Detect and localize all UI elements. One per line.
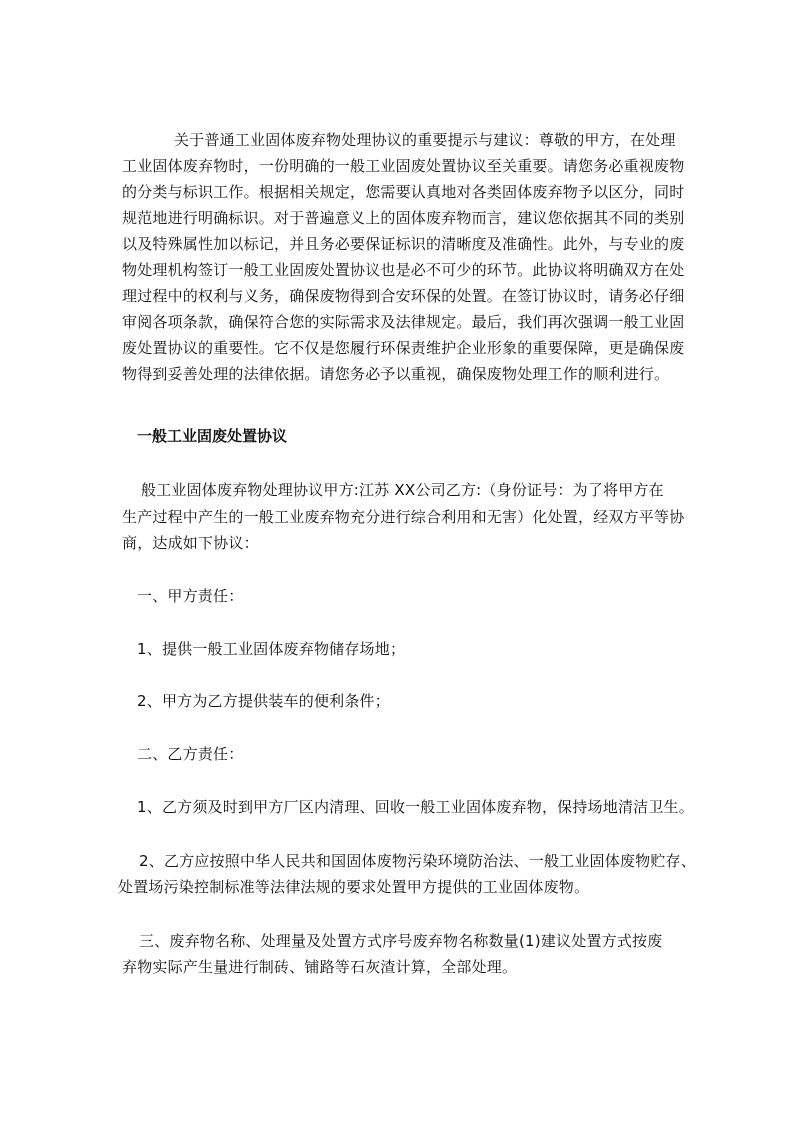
intro-line-8: 审阅各项条款，确保符合您的实际需求及法律规定。最后，我们再次强调一般工业固 (122, 313, 685, 331)
section-one-title: 一、甲方责任： (137, 587, 244, 605)
agreement-heading: 一般工业固废处置协议 (137, 427, 288, 445)
section-two-item-2-line-1: 2、乙方应按照中华人民共和国固体废物污染环境防治法、一般工业固体废物贮存、 (139, 852, 696, 870)
intro-line-5: 以及特殊属性加以标记，并且务必要保证标识的清晰度及准确性。此外，与专业的废 (122, 235, 685, 253)
intro-line-9: 废处置协议的重要性。它不仅是您履行环保责维护企业形象的重要保障，更是确保废 (122, 339, 685, 357)
preamble-line-2: 生产过程中产生的一般工业废弃物充分进行综合利用和无害）化处置，经双方平等协 (122, 508, 685, 526)
intro-line-2: 工业固体废弃物时，一份明确的一般工业固废处置协议至关重要。请您务必重视废物 (122, 157, 685, 175)
intro-line-3: 的分类与标识工作。根据相关规定，您需要认真地对各类固体废弃物予以区分，同时 (122, 183, 685, 201)
section-three-line-1: 三、废弃物名称、处理量及处置方式序号废弃物名称数量(1)建议处置方式按废 (139, 932, 663, 950)
section-two-item-1: 1、乙方须及时到甲方厂区内清理、回收一般工业固体废弃物，保持场地清洁卫生。 (137, 798, 694, 816)
preamble-line-3: 商，达成如下协议： (122, 534, 259, 552)
section-one-item-2: 2、甲方为乙方提供装车的便利条件； (137, 692, 390, 710)
intro-line-1: 关于普通工业固体废弃物处理协议的重要提示与建议：尊敬的甲方，在处理 (174, 131, 676, 149)
intro-line-10: 物得到妥善处理的法律依据。请您务必予以重视，确保废物处理工作的顺利进行。 (122, 365, 670, 383)
intro-line-4: 规范地进行明确标识。对于普遍意义上的固体废弃物而言，建议您依据其不同的类别 (122, 209, 685, 227)
intro-line-6: 物处理机构签订一般工业固废处置协议也是必不可少的环节。此协议将明确双方在处 (122, 261, 685, 279)
section-one-item-1: 1、提供一般工业固体废弃物储存场地； (137, 640, 406, 658)
section-two-item-2-line-2: 处置场污染控制标准等法律法规的要求处置甲方提供的工业固体废物。 (118, 878, 590, 896)
intro-line-7: 理过程中的权利与义务，确保废物得到合安环保的处置。在签订协议时，请务必仔细 (122, 287, 685, 305)
section-three-line-2: 弃物实际产生量进行制砖、铺路等石灰渣计算，全部处理。 (122, 958, 518, 976)
preamble-line-1: 般工业固体废弃物处理协议甲方:江苏 XX公司乙方:（身份证号：为了将甲方在 (141, 481, 664, 499)
section-two-title: 二、乙方责任： (137, 745, 244, 763)
